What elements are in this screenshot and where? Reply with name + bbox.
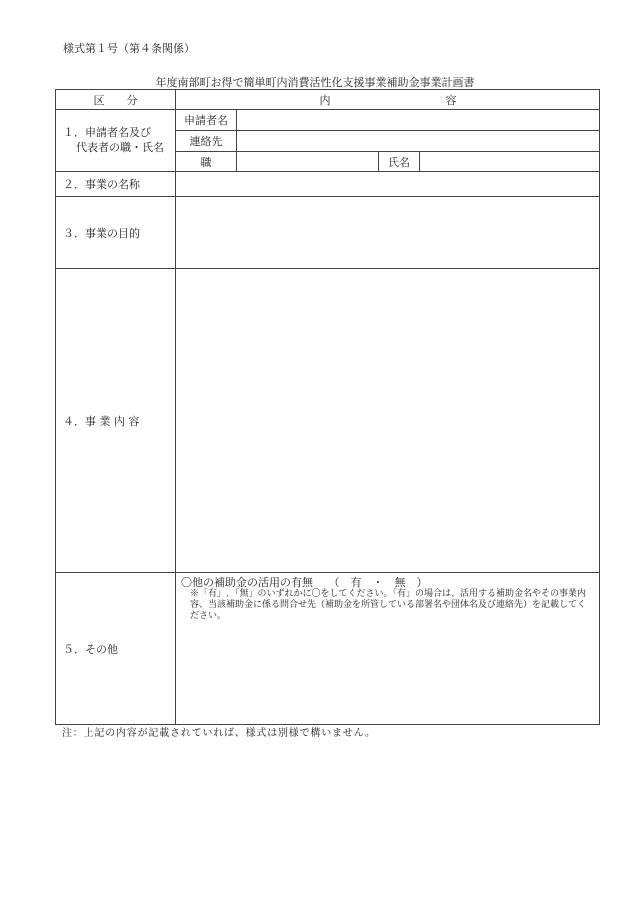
table-border-left <box>55 89 56 725</box>
contact-label: 連絡先 <box>189 135 223 148</box>
subsidy-question-text: 〇他の補助金の活用の有無 <box>181 576 313 589</box>
other-label: ５．その他 <box>63 642 118 656</box>
header-category: 区 分 <box>93 93 138 107</box>
header-content-left: 内 <box>319 93 331 107</box>
contact-field[interactable] <box>237 131 599 151</box>
project-purpose-field[interactable] <box>176 197 599 268</box>
project-name-label: ２．事業の名称 <box>63 178 140 191</box>
table-border-right <box>599 89 600 725</box>
footer-note: 注：上記の内容が記載されていれば、様式は別様で構いません。 <box>62 728 376 739</box>
subsidy-options[interactable]: （ 有 ・ 無 ） <box>328 576 428 589</box>
other-subsidy-note: ※「有」､「無」のいずれかに〇をしてください。「有」の場合は、活用する補助金名やその事業内容、当該補助金に係る問合せ先（補助金を所管している部署名や団体名及び連絡先）を記載してください。 <box>190 589 587 621</box>
position-field[interactable] <box>237 152 378 171</box>
project-name-field[interactable] <box>176 172 599 196</box>
applicant-label-line1: １．申請者名及び <box>63 126 151 139</box>
header-content-right: 容 <box>445 93 457 107</box>
name-label: 氏名 <box>388 155 410 169</box>
project-content-label: ４．事 業 内 容 <box>63 414 140 428</box>
other-subsidy-question <box>181 574 428 590</box>
form-number: 様式第１号（第４条関係） <box>63 42 195 55</box>
applicant-name-field[interactable] <box>237 110 599 130</box>
applicant-name-label: 申請者名 <box>184 114 228 127</box>
position-label: 職 <box>200 155 212 169</box>
applicant-label-line2: 代表者の職・氏名 <box>76 141 164 154</box>
project-purpose-label: ３．事業の目的 <box>63 226 140 240</box>
document-title: 年度南部町お得で簡単町内消費活性化支援事業補助金事業計画書 <box>155 76 475 89</box>
project-content-field[interactable] <box>176 269 599 572</box>
name-field[interactable] <box>420 152 599 171</box>
